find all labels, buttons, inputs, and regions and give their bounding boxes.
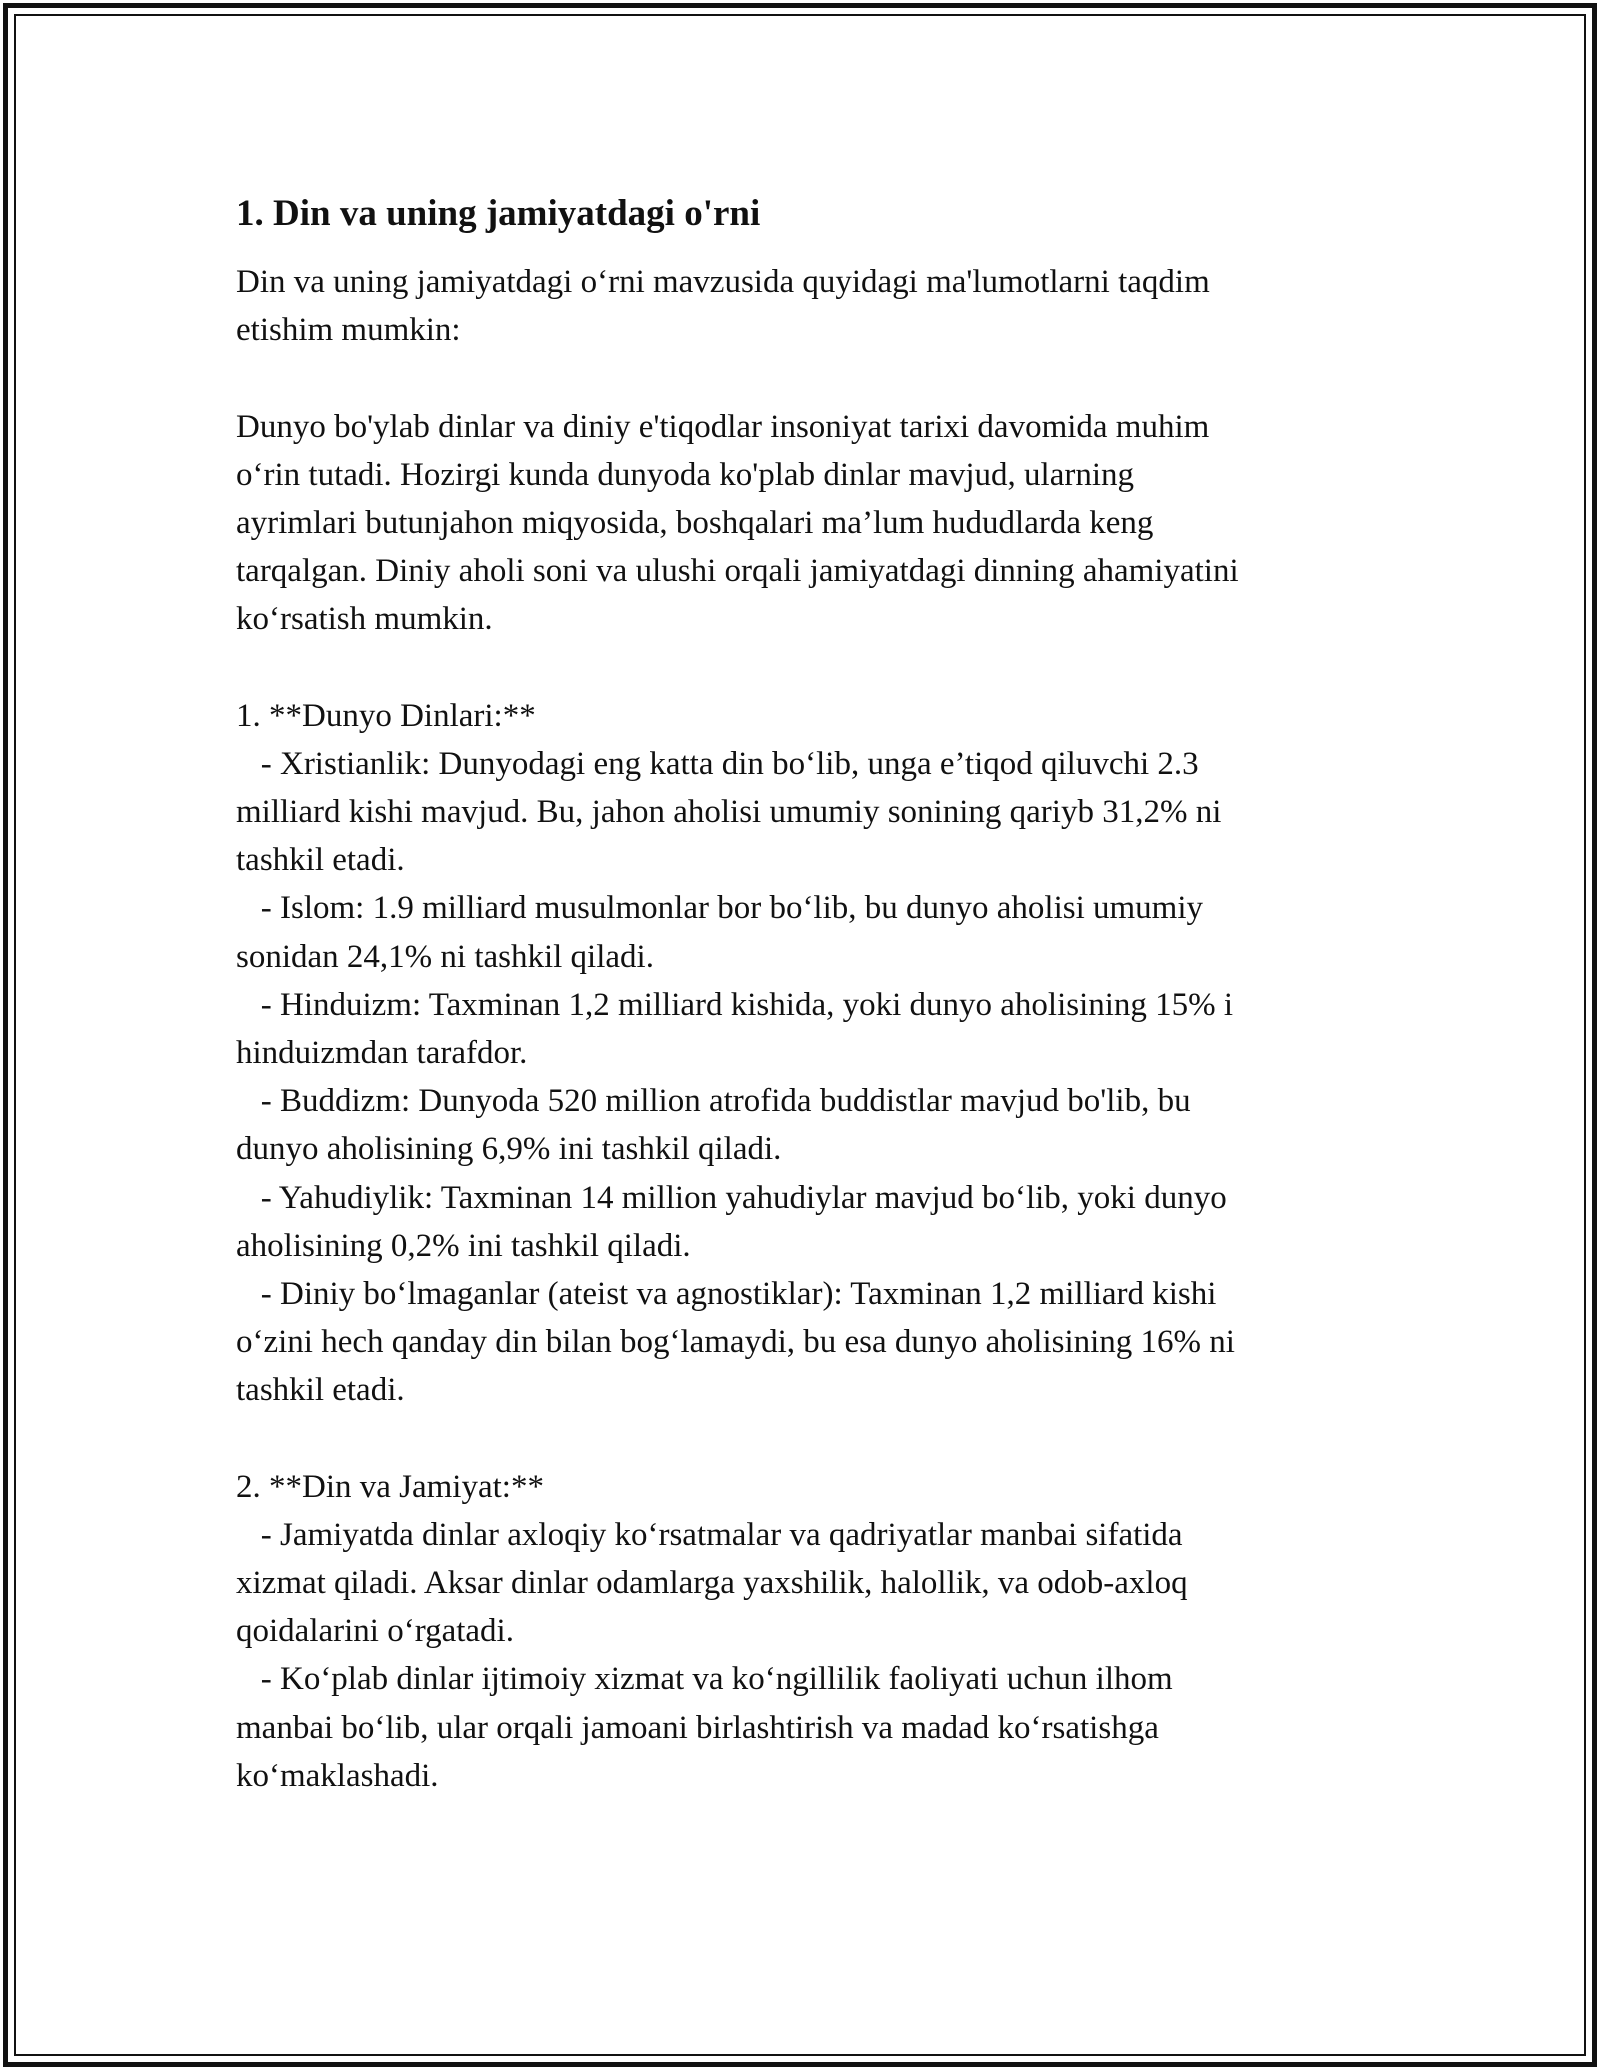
text-line: ko‘maklashadi. <box>236 1757 439 1794</box>
text-line: tarqalgan. Diniy aholi soni va ulushi orqali jamiyatdagi dinning ahamiyatini <box>236 553 1239 590</box>
text-line: tashkil etadi. <box>236 1372 405 1409</box>
text-line: o‘rin tutadi. Hozirgi kunda dunyoda ko'plab dinlar mavjud, ularning <box>236 456 1134 493</box>
text-line: - Yahudiylik: Taxminan 14 million yahudiylar mavjud bo‘lib, yoki dunyo <box>236 1179 1227 1216</box>
text-line: - Jamiyatda dinlar axloqiy ko‘rsatmalar va qadriyatlar manbai sifatida <box>236 1516 1183 1553</box>
document-title: 1. Din va uning jamiyatdagi o'rni <box>236 193 761 234</box>
text-line: Din va uning jamiyatdagi o‘rni mavzusida quyidagi ma'lumotlarni taqdim <box>236 264 1210 300</box>
text-line <box>236 644 1366 692</box>
text-line: milliard kishi mavjud. Bu, jahon aholisi umumiy sonining qariyb 31,2% ni <box>236 794 1222 831</box>
document-body <box>236 188 1366 1800</box>
text-line: tashkil etadi. <box>236 842 405 879</box>
text-line: - Xristianlik: Dunyodagi eng katta din bo‘lib, unga e’tiqod qiluvchi 2.3 <box>236 745 1199 782</box>
text-line: - Diniy bo‘lmaganlar (ateist va agnostiklar): Taxminan 1,2 milliard kishi <box>236 1275 1217 1312</box>
text-line: Dunyo bo'ylab dinlar va diniy e'tiqodlar insoniyat tarixi davomida muhim <box>236 408 1210 445</box>
text-line: dunyo aholisining 6,9% ini tashkil qiladi. <box>236 1131 782 1168</box>
text-line: 1. **Dunyo Dinlari:** <box>236 697 536 734</box>
text-line: - Buddizm: Dunyoda 520 million atrofida buddistlar mavjud bo'lib, bu <box>236 1083 1191 1120</box>
text-line: sonidan 24,1% ni tashkil qiladi. <box>236 938 654 975</box>
document-text <box>236 258 1366 1800</box>
text-line: manbai bo‘lib, ular orqali jamoani birlashtirish va madad ko‘rsatishga <box>236 1709 1159 1746</box>
text-line: o‘zini hech qanday din bilan bog‘lamaydi, bu esa dunyo aholisining 16% ni <box>236 1324 1235 1361</box>
text-line: qoidalarini o‘rgatadi. <box>236 1613 514 1650</box>
text-line: 2. **Din va Jamiyat:** <box>236 1468 544 1505</box>
text-line: aholisining 0,2% ini tashkil qiladi. <box>236 1227 691 1264</box>
text-line <box>236 354 1366 402</box>
text-line: - Ko‘plab dinlar ijtimoiy xizmat va ko‘ngillilik faoliyati uchun ilhom <box>236 1661 1173 1698</box>
text-line: etishim mumkin: <box>236 312 461 349</box>
text-line: ko‘rsatish mumkin. <box>236 601 493 638</box>
text-line: ayrimlari butunjahon miqyosida, boshqalari ma’lum hududlarda keng <box>236 504 1154 541</box>
text-line: - Hinduizm: Taxminan 1,2 milliard kishida, yoki dunyo aholisining 15% i <box>236 986 1234 1023</box>
text-line <box>236 1415 1366 1463</box>
text-line: xizmat qiladi. Aksar dinlar odamlarga yaxshilik, halollik, va odob-axloq <box>236 1565 1188 1602</box>
text-line: hinduizmdan tarafdor. <box>236 1035 528 1071</box>
text-line: - Islom: 1.9 milliard musulmonlar bor bo‘lib, bu dunyo aholisi umumiy <box>236 890 1204 927</box>
